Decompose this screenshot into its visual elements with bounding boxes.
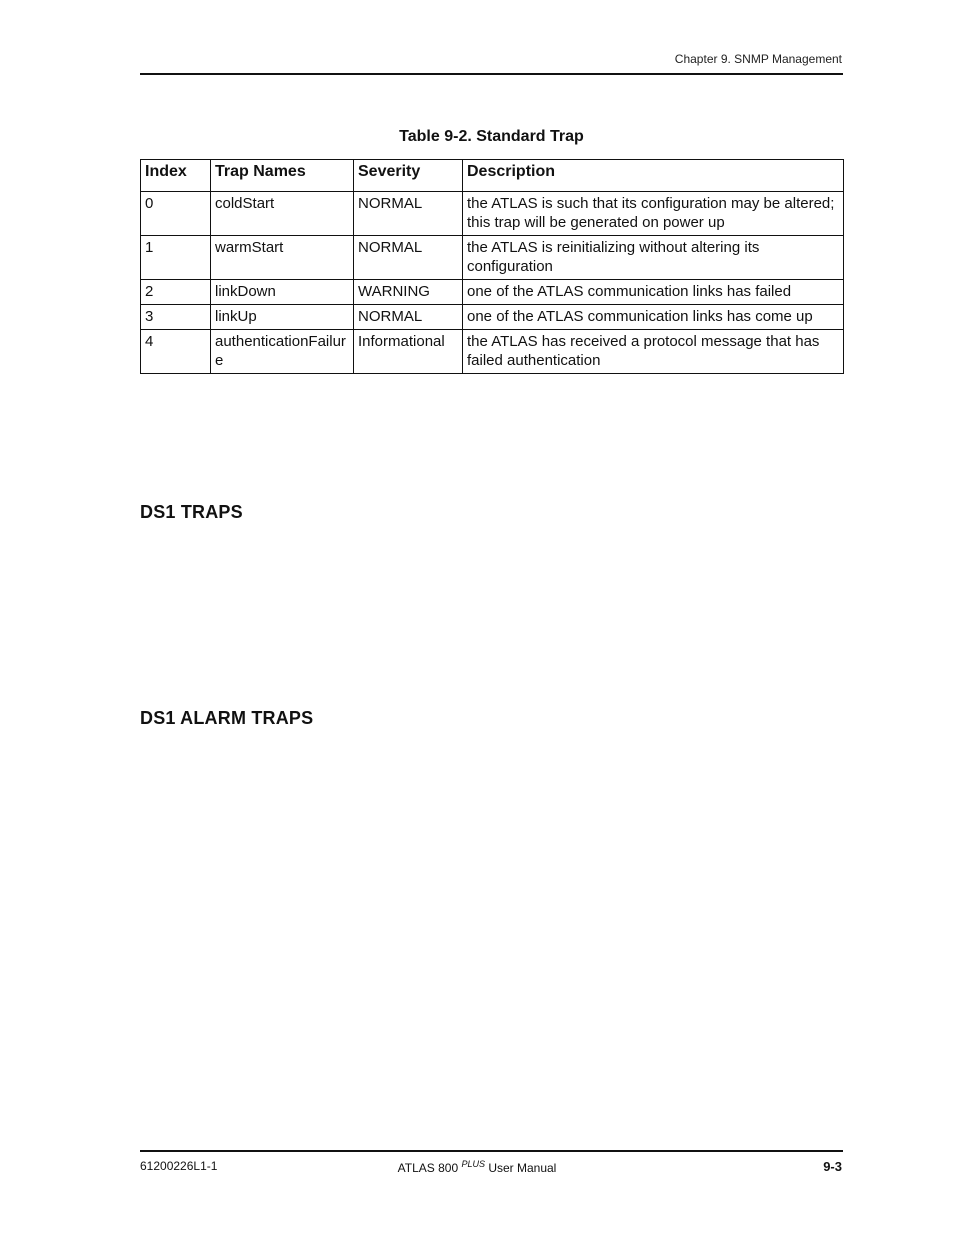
header-rule (140, 73, 843, 75)
cell-severity: NORMAL (354, 236, 463, 280)
cell-description: the ATLAS has received a protocol message that has failed authentication (463, 330, 844, 374)
product-superscript: PLUS (461, 1159, 485, 1169)
footer-rule (140, 1150, 843, 1152)
table-row (141, 305, 844, 330)
cell-severity: WARNING (354, 280, 463, 305)
cell-description: one of the ATLAS communication links has failed (463, 280, 844, 305)
column-header-severity: Severity (354, 160, 463, 192)
cell-trap-name: authenticationFailure (211, 330, 354, 374)
cell-severity: NORMAL (354, 305, 463, 330)
cell-severity: Informational (354, 330, 463, 374)
cell-index: 3 (141, 305, 211, 330)
heading-ds1-traps: DS1 TRAPS (140, 502, 243, 522)
cell-description: one of the ATLAS communication links has come up (463, 305, 844, 330)
cell-trap-name: warmStart (211, 236, 354, 280)
product-suffix: User Manual (484, 1161, 557, 1175)
cell-index: 4 (141, 330, 211, 374)
table-header-row (141, 160, 844, 192)
cell-severity: NORMAL (354, 192, 463, 236)
table-row (141, 330, 844, 374)
column-header-description: Description (463, 160, 844, 192)
cell-description: the ATLAS is such that its configuration may be altered; this trap will be generated on power up (463, 192, 844, 236)
column-header-trap-names: Trap Names (211, 160, 354, 192)
cell-index: 2 (141, 280, 211, 305)
table-row (141, 192, 844, 236)
table-row (141, 236, 844, 280)
cell-trap-name: linkUp (211, 305, 354, 330)
product-name: ATLAS 800 (397, 1161, 459, 1175)
cell-trap-name: linkDown (211, 280, 354, 305)
standard-trap-table (140, 159, 844, 374)
table-row (141, 280, 844, 305)
cell-index: 0 (141, 192, 211, 236)
document-number: 61200226L1-1 (140, 1159, 218, 1173)
cell-index: 1 (141, 236, 211, 280)
cell-trap-name: coldStart (211, 192, 354, 236)
table-title: Table 9-2. Standard Trap (399, 128, 584, 145)
cell-description: the ATLAS is reinitializing without altering its configuration (463, 236, 844, 280)
heading-ds1-alarm-traps: DS1 ALARM TRAPS (140, 708, 314, 728)
manual-title (0, 1159, 954, 1175)
column-header-index: Index (141, 160, 211, 192)
page-number: 9-3 (823, 1159, 842, 1174)
running-header: Chapter 9. SNMP Management (674, 52, 842, 66)
